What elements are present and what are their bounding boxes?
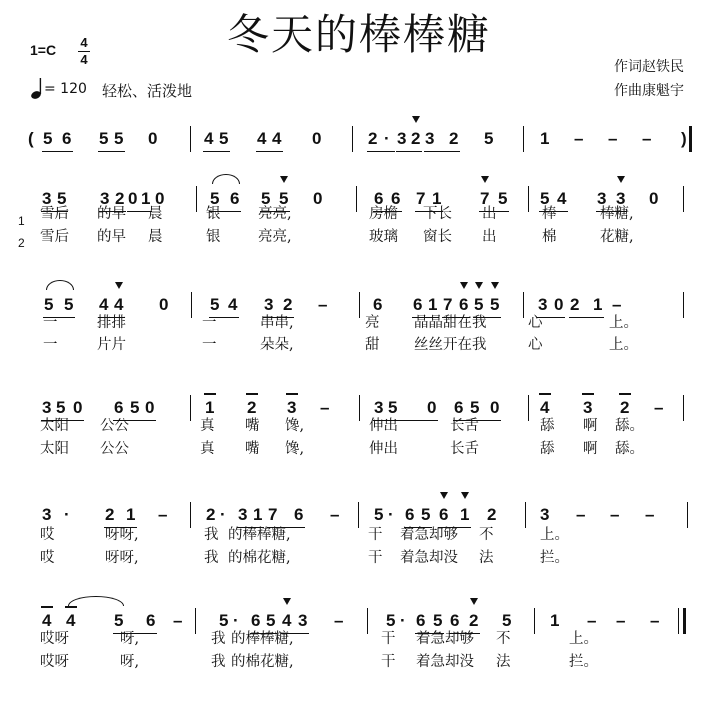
- lyric: 我: [204, 550, 219, 566]
- lyric: 排排: [97, 315, 126, 331]
- barline: [683, 292, 684, 318]
- lyric: 舔。: [615, 441, 644, 457]
- lyric: 我: [211, 654, 226, 670]
- note: 2: [247, 398, 257, 417]
- note: 7: [443, 295, 453, 314]
- note: 4: [540, 398, 550, 417]
- hold-dash: –: [645, 505, 655, 524]
- lyric: 伸出: [369, 441, 398, 457]
- tempo-marking: = 120: [44, 81, 87, 97]
- tie-arc: [212, 174, 240, 184]
- expression-marking: 轻松、活泼地: [102, 82, 193, 100]
- accent-mark: [283, 598, 291, 605]
- note: 5: [279, 189, 289, 208]
- accent-mark: [470, 598, 478, 605]
- hold-dash: –: [587, 611, 597, 630]
- note: 3: [298, 611, 308, 630]
- lyric: 一: [43, 315, 58, 331]
- lyric: 公公: [100, 441, 129, 457]
- lyric: 心: [528, 337, 543, 353]
- hold-dash: –: [616, 611, 626, 630]
- note: 6: [114, 398, 124, 417]
- note: 5: [57, 189, 67, 208]
- barline: [528, 395, 529, 421]
- accent-mark: [115, 282, 123, 289]
- lyric: 不: [479, 527, 494, 543]
- note: 3: [287, 398, 297, 417]
- lyric: 银: [206, 206, 221, 222]
- tenuto-mark: [619, 393, 631, 395]
- note: 3: [616, 189, 626, 208]
- barline: [534, 608, 535, 634]
- note: 5: [219, 129, 229, 148]
- note: 3: [397, 129, 407, 148]
- lyric: 着急却没: [416, 654, 474, 670]
- lyric: 我: [204, 527, 219, 543]
- note: 3: [540, 505, 550, 524]
- note: 4: [99, 295, 109, 314]
- note: 4: [228, 295, 238, 314]
- note: 5: [44, 295, 54, 314]
- lyric: 着急却够: [400, 527, 458, 543]
- lyric: 亮: [365, 315, 380, 331]
- lyric: 窗长: [423, 229, 452, 245]
- note: 6: [251, 611, 261, 630]
- lyric: 朵朵,: [260, 337, 294, 353]
- note: 2: [620, 398, 630, 417]
- lyric: 雪后: [40, 206, 69, 222]
- note: 0: [148, 129, 158, 148]
- note: 5: [114, 611, 124, 630]
- hold-dash: –: [654, 398, 664, 417]
- note: 2: [368, 129, 378, 148]
- note: 4: [257, 129, 267, 148]
- lyric: 亮亮,: [258, 206, 292, 222]
- note: 5: [498, 189, 508, 208]
- note: 2: [283, 295, 293, 314]
- note: 5: [421, 505, 431, 524]
- tenuto-mark: [286, 393, 298, 395]
- barline: [190, 126, 191, 152]
- tenuto-mark: [65, 606, 77, 608]
- barline: [687, 502, 688, 528]
- note: 5: [470, 398, 480, 417]
- note: 7: [268, 505, 278, 524]
- note: 2: [411, 129, 421, 148]
- lyric: 呀呀,: [105, 527, 139, 543]
- lyric: 上。: [569, 631, 598, 647]
- lyric: 晨: [148, 206, 163, 222]
- note: 4: [204, 129, 214, 148]
- note: 0: [554, 295, 564, 314]
- barline: [525, 502, 526, 528]
- barline: [683, 608, 686, 634]
- lyric: 的早: [97, 206, 126, 222]
- note: 7: [480, 189, 490, 208]
- dot: ·: [233, 611, 239, 630]
- lyric: 嘴: [245, 418, 260, 434]
- lyric: 真: [200, 441, 215, 457]
- accent-mark: [280, 176, 288, 183]
- lyric: 伸出: [369, 418, 398, 434]
- lyric: 银: [206, 229, 221, 245]
- note: 2: [206, 505, 216, 524]
- underline: [256, 151, 283, 152]
- note: 2: [105, 505, 115, 524]
- lyric: 舔: [540, 441, 555, 457]
- hold-dash: –: [574, 129, 584, 148]
- note: 5: [261, 189, 271, 208]
- underline: [367, 151, 395, 152]
- lyric: 出: [482, 229, 497, 245]
- lyric: 干: [368, 527, 383, 543]
- note: 1: [432, 189, 442, 208]
- note: 4: [282, 611, 292, 630]
- note: 0: [145, 398, 155, 417]
- note: 6: [454, 398, 464, 417]
- song-title: 冬天的棒棒糖: [226, 10, 491, 59]
- lyric: 棒: [542, 206, 557, 222]
- bracket: (: [28, 129, 34, 148]
- note: 5: [43, 129, 53, 148]
- note: 0: [490, 398, 500, 417]
- lyric: 法: [496, 654, 511, 670]
- note: 3: [538, 295, 548, 314]
- lyric: 啊: [583, 418, 598, 434]
- note: 5: [386, 611, 396, 630]
- note: 6: [413, 295, 423, 314]
- barline: [523, 126, 524, 152]
- dot: ·: [384, 129, 390, 148]
- lyric: 哎呀: [40, 631, 69, 647]
- hold-dash: –: [330, 505, 340, 524]
- note: 0: [155, 189, 165, 208]
- barline: [523, 292, 524, 318]
- bracket: ): [681, 129, 687, 148]
- note: 0: [649, 189, 659, 208]
- lyric: 着急却没: [400, 550, 458, 566]
- note: 4: [66, 611, 76, 630]
- barline: [689, 126, 692, 152]
- barline: [195, 608, 196, 634]
- note: 1: [141, 189, 151, 208]
- note: 0: [73, 398, 83, 417]
- key-signature: 1=C: [30, 42, 57, 58]
- barline: [191, 292, 192, 318]
- hold-dash: –: [576, 505, 586, 524]
- hold-dash: –: [158, 505, 168, 524]
- lyric: 呀,: [120, 631, 140, 647]
- accent-mark: [460, 282, 468, 289]
- lyric: 舔。: [615, 418, 644, 434]
- note: 6: [459, 295, 469, 314]
- underline: [42, 151, 73, 152]
- lyric: 棉: [542, 229, 557, 245]
- note: 2: [570, 295, 580, 314]
- accent-mark: [412, 116, 420, 123]
- note: 5: [114, 129, 124, 148]
- lyric: 太阳: [40, 441, 69, 457]
- lyric: 太阳: [40, 418, 69, 434]
- tenuto-mark: [204, 393, 216, 395]
- note: 6: [391, 189, 401, 208]
- dot: ·: [400, 611, 406, 630]
- note: 1: [205, 398, 215, 417]
- barline: [196, 186, 197, 212]
- note: 3: [100, 189, 110, 208]
- time-signature-bottom: 4: [80, 52, 88, 67]
- barline: [683, 186, 684, 212]
- note: 7: [416, 189, 426, 208]
- hold-dash: –: [642, 129, 652, 148]
- lyric: 法: [479, 550, 494, 566]
- note: 0: [313, 189, 323, 208]
- dot: ·: [64, 505, 70, 524]
- note: 4: [114, 295, 124, 314]
- note: 0: [312, 129, 322, 148]
- note: 0: [128, 189, 138, 208]
- note: 2: [469, 611, 479, 630]
- hold-dash: –: [612, 295, 622, 314]
- verse-number: 2: [18, 236, 25, 250]
- accent-mark: [440, 492, 448, 499]
- note: 5: [56, 398, 66, 417]
- accent-mark: [617, 176, 625, 183]
- note: 6: [230, 189, 240, 208]
- note: 5: [210, 295, 220, 314]
- note: 5: [99, 129, 109, 148]
- barline: [678, 608, 679, 634]
- note: 6: [405, 505, 415, 524]
- lyric: 的棒棒糖,: [228, 527, 291, 543]
- tenuto-mark: [539, 393, 551, 395]
- note: 3: [583, 398, 593, 417]
- lyric: 哎: [40, 527, 55, 543]
- barline: [356, 186, 357, 212]
- lyric: 干: [381, 654, 396, 670]
- note: 2: [487, 505, 497, 524]
- tenuto-mark: [246, 393, 258, 395]
- barline: [367, 608, 368, 634]
- lyric: 呀呀,: [105, 550, 139, 566]
- underline: [569, 317, 604, 318]
- tie-arc: [46, 280, 74, 290]
- note: 6: [62, 129, 72, 148]
- lyric: 雪后: [40, 229, 69, 245]
- note: 3: [42, 398, 52, 417]
- note: 1: [460, 505, 470, 524]
- lyricist-credit: 作词赵铁民: [614, 59, 684, 75]
- accent-mark: [461, 492, 469, 499]
- lyric: 的棒棒糖,: [231, 631, 294, 647]
- lyric: 丝丝开在我: [414, 337, 487, 353]
- hold-dash: –: [173, 611, 183, 630]
- underline: [396, 151, 422, 152]
- barline: [358, 502, 359, 528]
- hold-dash: –: [320, 398, 330, 417]
- note: 6: [439, 505, 449, 524]
- lyric: 串串,: [260, 315, 294, 331]
- lyric: 着急却够: [416, 631, 474, 647]
- lyric: 拦。: [540, 550, 569, 566]
- hold-dash: –: [318, 295, 328, 314]
- note: 1: [593, 295, 603, 314]
- lyric: 晨: [148, 229, 163, 245]
- tie-arc: [68, 596, 124, 606]
- dot: ·: [388, 505, 394, 524]
- time-signature-top: 4: [80, 35, 88, 50]
- underline: [98, 151, 125, 152]
- lyric: 玻璃: [369, 229, 398, 245]
- note: 3: [42, 189, 52, 208]
- note: 1: [550, 611, 560, 630]
- lyric: 心: [528, 315, 543, 331]
- note: 1: [126, 505, 136, 524]
- lyric: 长舌: [450, 418, 479, 434]
- lyric: 上。: [609, 337, 638, 353]
- score-system: [0, 606, 718, 642]
- hold-dash: –: [608, 129, 618, 148]
- lyric: 甜: [365, 337, 380, 353]
- note: 5: [219, 611, 229, 630]
- lyric: 嘴: [245, 441, 260, 457]
- lyric: 的棉花糖,: [231, 654, 294, 670]
- lyric: 花糖,: [600, 229, 634, 245]
- lyric: 馋,: [285, 441, 305, 457]
- score-system: [0, 124, 718, 160]
- note: 4: [272, 129, 282, 148]
- lyric: 啊: [583, 441, 598, 457]
- lyric: 馋,: [285, 418, 305, 434]
- note: 2: [115, 189, 125, 208]
- note: 3: [425, 129, 435, 148]
- accent-mark: [481, 176, 489, 183]
- lyric: 一: [43, 337, 58, 353]
- note: 4: [557, 189, 567, 208]
- lyric: 下长: [423, 206, 452, 222]
- lyric: 干: [368, 550, 383, 566]
- lyric: 舔: [540, 418, 555, 434]
- lyric: 出: [482, 206, 497, 222]
- hold-dash: –: [650, 611, 660, 630]
- lyric: 一: [202, 337, 217, 353]
- lyric: 房檐: [369, 206, 398, 222]
- underline: [424, 151, 460, 152]
- note: 6: [374, 189, 384, 208]
- underline: [203, 151, 230, 152]
- barline: [359, 395, 360, 421]
- hold-dash: –: [610, 505, 620, 524]
- barline: [190, 502, 191, 528]
- note: 3: [597, 189, 607, 208]
- note: 5: [484, 129, 494, 148]
- note: 5: [64, 295, 74, 314]
- note: 6: [294, 505, 304, 524]
- lyric: 真: [200, 418, 215, 434]
- barline: [683, 395, 684, 421]
- lyric: 上。: [540, 527, 569, 543]
- dot: ·: [220, 505, 226, 524]
- verse-number: 1: [18, 214, 25, 228]
- note: 5: [374, 505, 384, 524]
- note: 5: [433, 611, 443, 630]
- composer-credit: 作曲康魁宇: [614, 83, 684, 99]
- hold-dash: –: [334, 611, 344, 630]
- lyric: 亮亮,: [258, 229, 292, 245]
- lyric: 的早: [97, 229, 126, 245]
- note: 5: [266, 611, 276, 630]
- lyric: 拦。: [569, 654, 598, 670]
- note: 3: [374, 398, 384, 417]
- note: 6: [450, 611, 460, 630]
- barline: [359, 292, 360, 318]
- note: 4: [42, 611, 52, 630]
- note: 5: [490, 295, 500, 314]
- lyric: 棒糖,: [600, 206, 634, 222]
- note: 5: [502, 611, 512, 630]
- note: 1: [540, 129, 550, 148]
- tenuto-mark: [582, 393, 594, 395]
- note: 5: [474, 295, 484, 314]
- note: 1: [253, 505, 263, 524]
- note: 3: [238, 505, 248, 524]
- lyric: 晶晶甜在我: [414, 315, 487, 331]
- note: 5: [130, 398, 140, 417]
- note: 6: [373, 295, 383, 314]
- note: 2: [449, 129, 459, 148]
- note: 5: [540, 189, 550, 208]
- barline: [528, 186, 529, 212]
- note: 6: [146, 611, 156, 630]
- accent-mark: [475, 282, 483, 289]
- note: 5: [388, 398, 398, 417]
- note: 6: [416, 611, 426, 630]
- tenuto-mark: [41, 606, 53, 608]
- lyric: 上。: [609, 315, 638, 331]
- lyric: 公公: [100, 418, 129, 434]
- lyric: 的棉花糖,: [228, 550, 291, 566]
- lyric: 一: [202, 315, 217, 331]
- note: 0: [159, 295, 169, 314]
- lyric: 片片: [97, 337, 126, 353]
- barline: [352, 126, 353, 152]
- lyric: 哎呀: [40, 654, 69, 670]
- lyric: 长舌: [450, 441, 479, 457]
- lyric: 呀,: [120, 654, 140, 670]
- note: 1: [428, 295, 438, 314]
- note: 0: [427, 398, 437, 417]
- lyric: 干: [381, 631, 396, 647]
- barline: [190, 395, 191, 421]
- note: 5: [210, 189, 220, 208]
- note: 3: [264, 295, 274, 314]
- lyric: 我: [211, 631, 226, 647]
- lyric: 不: [496, 631, 511, 647]
- lyric: 哎: [40, 550, 55, 566]
- note: 3: [42, 505, 52, 524]
- accent-mark: [491, 282, 499, 289]
